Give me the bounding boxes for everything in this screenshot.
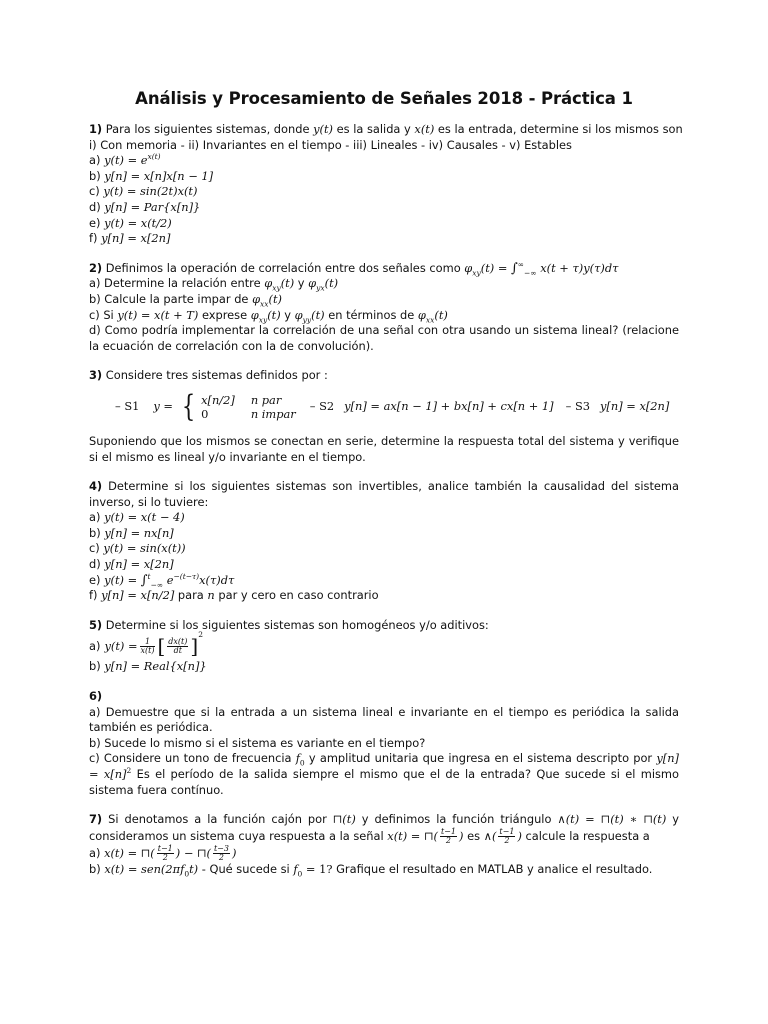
fraction (498, 828, 515, 845)
fraction (157, 845, 174, 862)
phi-subscript: yy (302, 314, 312, 324)
denominator: x(t) (140, 645, 155, 655)
ex6-item-a: a) Demuestre que si la entrada a un sistema lineal e invariante en el tiempo es periódica la salida también es periódica. (89, 704, 679, 735)
phi-argument: (t) (268, 291, 282, 306)
ex2-intro (89, 261, 679, 277)
item-expression: y[n] = nx[n] (104, 525, 174, 540)
denominator: dt (173, 645, 183, 655)
exercise-2 (89, 261, 679, 355)
conjunction: y (284, 307, 292, 322)
exercise-6 (89, 689, 679, 798)
phi-argument: (t) (324, 276, 339, 291)
case-value: x[n/2] (201, 392, 235, 407)
item-expression: y(t) = x(t − 4) (104, 510, 185, 525)
phi-subscript: xy (472, 268, 481, 278)
item-text: y consideramos un sistema cuya respuesta a la señal (89, 812, 680, 843)
system-s3-label: – S3 (565, 399, 590, 414)
exp-base: e (166, 572, 174, 587)
item-expression: y(t) = (104, 638, 138, 653)
item-text: Si denotamos a la función cajón por (108, 812, 327, 827)
ex1-input-symbol: x(t) (414, 122, 435, 136)
formula-part: = 1? (302, 861, 333, 876)
item-label: b) (89, 525, 101, 540)
item-text: par y cero en caso contrario (218, 588, 379, 603)
item-label: a) (89, 153, 101, 168)
item-text: en términos de (328, 307, 415, 322)
phi-symbol: φ (252, 291, 261, 306)
integral-upper-limit: t (147, 571, 151, 581)
ex1-intro-text-c: es la entrada, determine si los mismos son (437, 122, 683, 136)
ex6-item-b: b) Sucede lo mismo si el sistema es variante en el tiempo? (89, 735, 426, 750)
document-title: Análisis y Procesamiento de Señales 2018 - Práctica 1 (135, 89, 633, 108)
item-text: c) Si (89, 307, 114, 322)
item-label: d) (89, 557, 101, 572)
numerator: t−1 (157, 843, 173, 853)
item-expression: y(t) = sin(x(t)) (103, 541, 186, 556)
ex2-item-a (89, 276, 679, 292)
ex6-item-c (89, 751, 679, 798)
ex1-item-d (89, 200, 679, 216)
formula-part: ) (458, 828, 464, 843)
item-expression: y(t) = e (104, 153, 148, 168)
triangle-function: ∧(t) = ⊓(t) ∗ ⊓(t) (557, 812, 667, 827)
item-label: c) (89, 184, 100, 199)
ex2-item-d: d) Como podría implementar la correlación de una señal con otra usando un sistema lineal? (relacione la ecuación de correlación con la de convolución). (89, 323, 679, 353)
integral-symbol: ∫ (511, 260, 518, 276)
phi-argument: (t) (280, 276, 295, 291)
ex4-item-b (89, 526, 679, 542)
system-s1-cases (179, 388, 296, 424)
item-expression: y[n] = x[n] (89, 751, 679, 781)
ex1-properties-line: i) Con memoria - ii) Invariantes en el tiempo - iii) Lineales - iv) Causales - v) Estables (89, 137, 572, 152)
item-expression: y(t) = sin(2t)x(t) (103, 184, 198, 199)
item-label: a) (89, 638, 101, 653)
phi-subscript: yx (316, 283, 325, 293)
formula-part: ) − ⊓( (175, 845, 211, 860)
phi-symbol: φ (464, 260, 473, 275)
ex5-number: 5) (89, 617, 103, 632)
item-text: c) Considere un tono de frecuencia (89, 751, 292, 766)
ex1-number: 1) (89, 122, 103, 136)
item-text: Es el período de la salida siempre el mismo que el de la entrada? Que sucede si el mismo sistema fuera contínuo. (89, 767, 680, 797)
exercise-7 (89, 812, 679, 877)
phi-subscript: xx (425, 314, 435, 324)
left-bracket-icon: [ (157, 633, 166, 658)
ex4-intro (89, 479, 679, 510)
denominator: 2 (162, 852, 168, 862)
exercise-4 (89, 479, 679, 604)
phi-subscript: xy (272, 283, 281, 293)
ex1-intro-text-a: Para los siguientes sistemas, donde (105, 122, 310, 136)
denominator: 2 (504, 835, 510, 845)
item-label: c) (89, 541, 100, 556)
denominator: 2 (445, 835, 452, 845)
ex2-number: 2) (89, 260, 103, 275)
numerator: t−3 (213, 843, 229, 853)
ex1-item-b (89, 169, 679, 185)
ex1-output-symbol: y(t) (313, 122, 333, 136)
item-label: f) (89, 588, 98, 603)
item-label: d) (89, 199, 101, 214)
ex1-intro-text-b: es la salida y (336, 122, 411, 136)
item-expression: x(τ)dτ (199, 572, 235, 587)
item-label: b) (89, 861, 101, 876)
item-label: a) (89, 845, 101, 860)
numerator: 1 (140, 638, 156, 647)
formula-part: ) (231, 845, 237, 860)
item-label: f) (89, 231, 98, 246)
item-text: a) Determine la relación entre (89, 276, 261, 291)
ex4-item-e (89, 573, 679, 589)
phi-symbol: φ (264, 276, 273, 291)
integral-lower-limit: −∞ (524, 268, 537, 278)
item-label: e) (89, 215, 101, 230)
ex7-intro (89, 812, 679, 845)
ex7-number: 7) (89, 812, 103, 827)
case-condition: n par (250, 392, 282, 407)
ex1-item-a (89, 153, 679, 169)
ex2-item-b (89, 292, 679, 308)
item-expression: y(t) = x(t/2) (104, 215, 172, 230)
ex4-number: 4) (89, 479, 103, 494)
ex1-item-e (89, 216, 679, 232)
freq-subscript: 0 (184, 869, 190, 879)
phi-argument: (t) (311, 307, 325, 322)
ex7-item-b (89, 862, 679, 878)
exercise-5 (89, 618, 679, 675)
numerator: t−1 (499, 826, 515, 836)
numerator: t−1 (440, 826, 456, 836)
item-text: Grafique el resultado en MATLAB y analice el resultado. (336, 861, 653, 876)
ex4-item-f (89, 588, 679, 604)
item-text: - Qué sucede si (201, 861, 290, 876)
ex4-intro-text: Determine si los siguientes sistemas son invertibles, analice también la causalidad del sistema inverso, si lo tuviere: (89, 479, 679, 509)
formula-part: x(t) = sen(2πf (104, 861, 185, 876)
phi-symbol: φ (294, 307, 303, 322)
ex6-number: 6) (89, 689, 103, 704)
variable-n: n (207, 588, 215, 603)
item-text: calcule la respuesta a (525, 828, 650, 843)
ex4-item-d (89, 557, 679, 573)
freq-symbol: f (293, 861, 298, 876)
item-expression: y[n] = x[n]x[n − 1] (104, 168, 214, 183)
formula-part: x(t) = ⊓( (104, 845, 155, 860)
formula-part: t) (189, 861, 199, 876)
ex5-item-b (89, 659, 679, 675)
phi-symbol: φ (250, 307, 259, 322)
integral-upper-limit: ∞ (517, 259, 525, 269)
item-text: exprese (201, 307, 248, 322)
ex5-intro-text: Determine si los siguientes sistemas son homogéneos y/o aditivos: (105, 617, 489, 632)
formula-part: (t) = (480, 260, 512, 275)
formula-part: ∧( (483, 828, 497, 843)
item-text: b) Calcule la parte impar de (89, 291, 249, 306)
ex5-item-a: a) y(t) = $\frac{1}{x(t)}$ [ $\frac{dx(t)}{dt}$ ] 2 (89, 630, 203, 658)
fraction (140, 638, 156, 655)
item-exponent: x(t) (147, 152, 161, 162)
integral-symbol: ∫ (140, 572, 148, 588)
item-expression: y[n] = x[2n] (104, 557, 174, 572)
ex1-intro (89, 122, 683, 138)
phi-argument: (t) (434, 307, 448, 322)
exercise-1 (89, 122, 683, 247)
exercise-3 (89, 368, 679, 465)
ex3-outro: Suponiendo que los mismos se conectan en serie, determine la respuesta total del sistema y verifique si el mismo es lineal y/o invariante en el tiempo. (89, 433, 679, 464)
formula-part: ) (517, 828, 522, 843)
conjunction: y (297, 276, 305, 291)
formula-part: x(t) = ⊓( (387, 828, 438, 843)
item-text: para (177, 588, 204, 603)
document-page (89, 88, 683, 891)
item-expression: y[n] = Par{x[n]} (104, 199, 201, 214)
right-bracket-icon: ] (190, 633, 199, 658)
ex4-item-a (89, 510, 679, 526)
ex2-item-c (89, 308, 679, 324)
item-text: y amplitud unitaria que ingresa en el sistema descripto por (308, 751, 653, 766)
ex4-item-c (89, 541, 679, 557)
fraction (167, 638, 188, 655)
ex1-item-c (89, 184, 679, 200)
ex6-number-line (89, 689, 679, 705)
item-expression: y(t) = (104, 572, 141, 587)
phi-subscript: xx (260, 299, 269, 309)
exp-exponent: −(t−τ) (173, 571, 200, 581)
ex3-systems-row (115, 388, 679, 424)
ex2-intro-text: Definimos la operación de correlación entre dos señales como (105, 260, 461, 275)
numerator: dx(t) (168, 636, 188, 646)
phi-argument: (t) (267, 307, 281, 322)
system-s3-expression: y[n] = x[2n] (600, 399, 670, 414)
system-s1-label: – S1 (115, 399, 140, 414)
ex3-intro-text: Considere tres sistemas definidos por : (105, 368, 328, 383)
cases-grid (201, 393, 296, 421)
ex5-intro (89, 618, 679, 634)
ex3-number: 3) (89, 368, 103, 383)
phi-symbol: φ (308, 276, 317, 291)
ex3-intro (89, 368, 679, 384)
left-brace-icon: { (181, 388, 196, 424)
case-condition: n impar (250, 406, 296, 421)
denominator: 2 (218, 852, 225, 862)
case-value: 0 (201, 406, 209, 421)
fraction (440, 828, 457, 845)
freq-symbol: f (295, 751, 300, 766)
item-label: b) (89, 659, 101, 674)
freq-subscript: 0 (299, 758, 305, 768)
item-expression: y[n] = Real{x[n]} (104, 659, 207, 674)
phi-symbol: φ (417, 307, 426, 322)
item-expression: y[n] = x[2n] (101, 231, 171, 246)
box-function: ⊓(t) (332, 812, 356, 827)
freq-subscript: 0 (297, 869, 303, 879)
formula-part: y(t) = x(t + T) (117, 307, 199, 322)
item-expression: y[n] = x[n/2] (101, 588, 175, 603)
ex7-item-a (89, 845, 679, 862)
power: 2 (126, 766, 132, 776)
fraction (213, 845, 230, 862)
item-text: es (467, 828, 481, 843)
system-s2-expression: y[n] = ax[n − 1] + bx[n] + cx[n + 1] (344, 399, 554, 414)
system-s2-label: – S2 (309, 399, 335, 414)
item-label: e) (89, 572, 101, 587)
formula-part: x(t + τ)y(τ)dτ (540, 260, 619, 275)
item-label: b) (89, 168, 101, 183)
phi-subscript: xy (258, 314, 268, 324)
system-s1-lhs: y = (153, 399, 173, 414)
item-label: a) (89, 510, 101, 525)
integral-lower-limit: −∞ (150, 579, 164, 589)
ex1-item-f (89, 231, 679, 247)
item-text: y definimos la función triángulo (361, 812, 552, 827)
